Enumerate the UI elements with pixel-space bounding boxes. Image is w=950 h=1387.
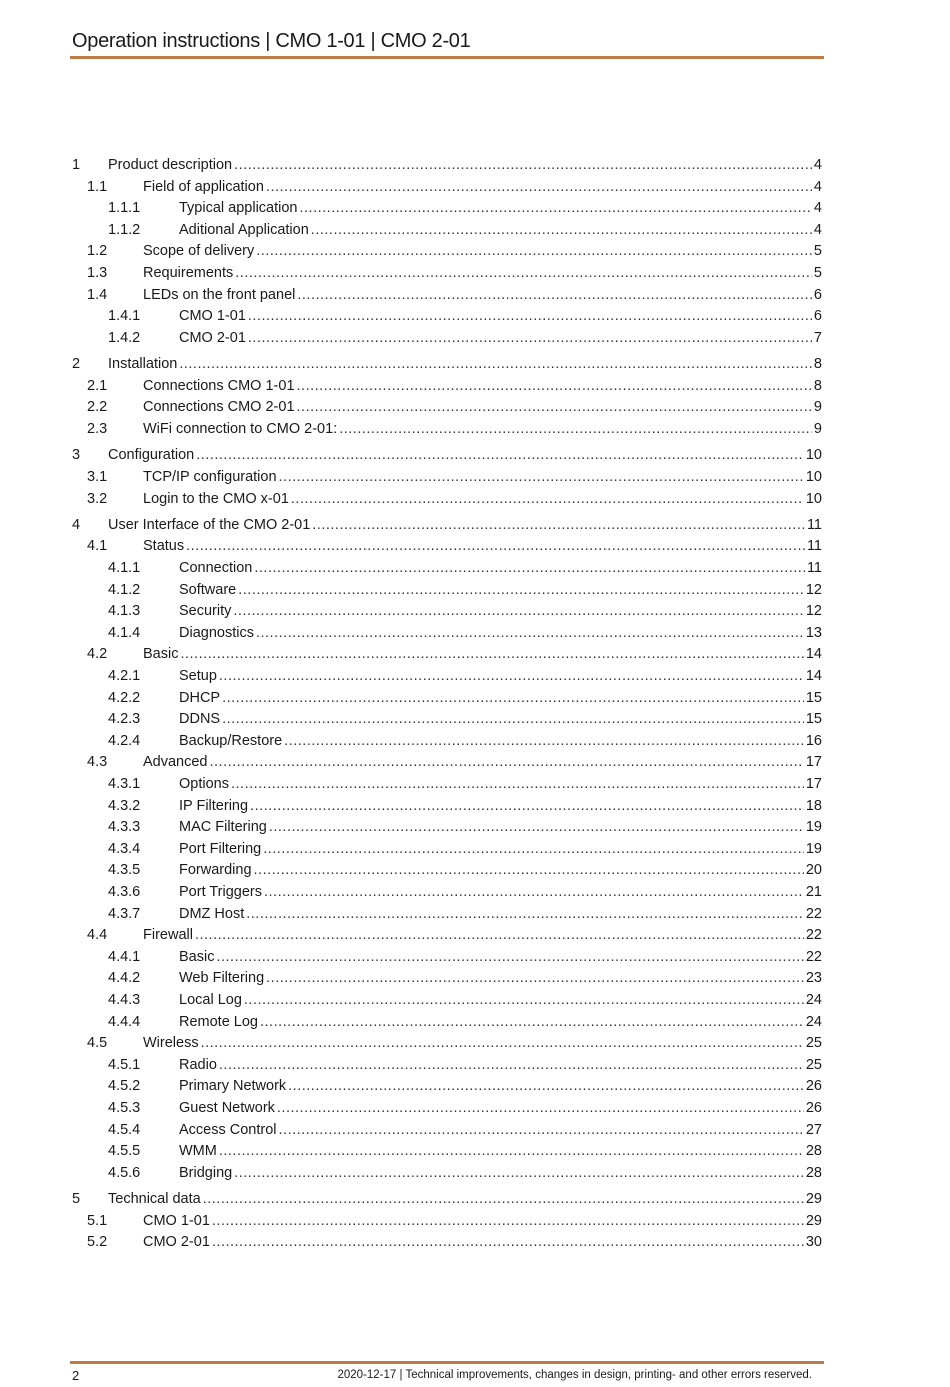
toc-entry-number: 1 — [72, 157, 81, 173]
toc-entry-title: Security — [179, 603, 232, 620]
toc-entry-number: 4.5.5 — [108, 1143, 141, 1160]
toc-entry-title: Backup/Restore — [179, 732, 283, 749]
toc-entry[interactable] — [72, 925, 822, 947]
toc-entry-page: 15 — [805, 711, 822, 728]
toc-entry-page: 25 — [805, 1056, 822, 1073]
toc-entry-number: 4.5 — [87, 1035, 108, 1052]
toc-entry-number: 4.5.1 — [108, 1056, 141, 1073]
toc-leader-dots — [254, 860, 804, 882]
toc-entry-page: 14 — [805, 646, 822, 663]
toc-entry-number: 4.1.1 — [108, 560, 141, 577]
toc-entry[interactable] — [72, 376, 822, 398]
toc-entry-title: Typical application — [179, 200, 298, 217]
footer-rule — [70, 1361, 824, 1364]
toc-entry-title: Radio — [179, 1056, 217, 1073]
toc-entry-title: Firewall — [143, 927, 193, 944]
toc-entry-page: 4 — [813, 157, 822, 173]
toc-entry-page: 12 — [805, 603, 822, 620]
toc-entry-title: Forwarding — [179, 862, 252, 879]
toc-entry-page: 28 — [805, 1143, 822, 1160]
toc-entry-number: 4.4 — [87, 927, 108, 944]
toc-entry[interactable] — [72, 177, 822, 199]
toc-entry-number: 4.4.4 — [108, 1013, 141, 1030]
toc-leader-dots — [201, 1033, 804, 1055]
toc-leader-dots — [297, 376, 812, 398]
toc-leader-dots — [266, 177, 812, 199]
toc-entry-title: Software — [179, 581, 237, 598]
toc-leader-dots — [180, 644, 803, 666]
toc-entry-page: 29 — [805, 1191, 822, 1208]
toc-entry-number: 5.2 — [87, 1234, 108, 1251]
toc-entry-title: Setup — [179, 668, 217, 685]
toc-leader-dots — [248, 328, 812, 350]
toc-leader-dots — [238, 580, 804, 602]
toc-entry-title: Connections CMO 1-01 — [143, 377, 295, 394]
toc-entry-title: Wireless — [143, 1035, 199, 1052]
toc-entry[interactable] — [72, 709, 822, 731]
toc-leader-dots — [288, 1076, 804, 1098]
toc-entry-page: 19 — [805, 819, 822, 836]
toc-entry[interactable] — [72, 644, 822, 666]
toc-leader-dots — [210, 752, 804, 774]
toc-entry[interactable] — [72, 990, 822, 1012]
toc-entry-page: 4 — [813, 200, 822, 217]
toc-entry-number: 4.4.2 — [108, 970, 141, 987]
toc-leader-dots — [216, 947, 803, 969]
toc-entry-title: User Interface of the CMO 2-01 — [108, 516, 311, 533]
toc-entry-number: 4.2.1 — [108, 668, 141, 685]
toc-entry-number: 1.2 — [87, 243, 108, 260]
toc-entry-title: Advanced — [143, 754, 208, 771]
toc-entry-number: 4.1.2 — [108, 581, 141, 598]
toc-leader-dots — [297, 285, 812, 307]
toc-entry-page: 23 — [805, 970, 822, 987]
toc-entry-title: Basic — [179, 948, 215, 965]
toc-entry-title: Configuration — [108, 447, 195, 464]
toc-leader-dots — [212, 1232, 804, 1254]
toc-entry-title: Diagnostics — [179, 624, 254, 641]
toc-entry-title: Connection — [179, 560, 253, 577]
toc-entry[interactable] — [72, 536, 822, 558]
toc-entry-number: 4.3.6 — [108, 883, 141, 900]
toc-entry[interactable] — [72, 155, 822, 177]
toc-leader-dots — [339, 419, 812, 441]
toc-leader-dots — [254, 558, 805, 580]
toc-entry-page: 6 — [813, 286, 822, 303]
toc-entry-page: 22 — [805, 927, 822, 944]
toc-leader-dots — [263, 839, 804, 861]
toc-leader-dots — [186, 536, 805, 558]
toc-entry[interactable] — [72, 731, 822, 753]
toc-entry[interactable] — [72, 354, 822, 376]
toc-entry-title: Requirements — [143, 264, 234, 281]
toc-leader-dots — [250, 796, 804, 818]
toc-entry-title: Local Log — [179, 991, 242, 1008]
toc-leader-dots — [219, 1141, 804, 1163]
toc-entry-number: 1.1.1 — [108, 200, 141, 217]
toc-leader-dots — [244, 990, 804, 1012]
toc-leader-dots — [256, 241, 812, 263]
toc-entry[interactable] — [72, 445, 822, 467]
toc-entry-number: 2.2 — [87, 399, 108, 416]
toc-entry-page: 6 — [813, 308, 822, 325]
toc-leader-dots — [284, 731, 804, 753]
toc-entry-title: Product description — [108, 157, 233, 173]
toc-entry-page: 5 — [813, 264, 822, 281]
toc-entry-title: CMO 2-01 — [179, 329, 246, 346]
toc-entry-title: Web Filtering — [179, 970, 265, 987]
toc-leader-dots — [219, 666, 804, 688]
toc-leader-dots — [222, 709, 804, 731]
toc-entry[interactable] — [72, 1098, 822, 1120]
toc-entry-page: 17 — [805, 754, 822, 771]
toc-entry-number: 4.5.6 — [108, 1164, 141, 1181]
toc-entry-number: 5.1 — [87, 1212, 108, 1229]
toc-entry-number: 3.2 — [87, 490, 108, 507]
toc-entry[interactable] — [72, 623, 822, 645]
toc-entry-title: DHCP — [179, 689, 221, 706]
toc-leader-dots — [264, 882, 804, 904]
toc-entry-page: 8 — [813, 356, 822, 373]
toc-entry[interactable] — [72, 328, 822, 350]
toc-entry[interactable] — [72, 263, 822, 285]
toc-leader-dots — [231, 774, 804, 796]
toc-entry[interactable] — [72, 241, 822, 263]
toc-leader-dots — [277, 1098, 804, 1120]
toc-entry-number: 1.4.1 — [108, 308, 141, 325]
toc-leader-dots — [311, 220, 812, 242]
toc-entry[interactable] — [72, 1211, 822, 1233]
toc-entry-page: 17 — [805, 776, 822, 793]
toc-entry[interactable] — [72, 220, 822, 242]
toc-entry-number: 4.3.4 — [108, 840, 141, 857]
toc-entry-title: Port Triggers — [179, 883, 262, 900]
toc-entry-title: Login to the CMO x-01 — [143, 490, 289, 507]
toc-leader-dots — [312, 515, 805, 537]
toc-entry-number: 1.4 — [87, 286, 108, 303]
toc-entry-title: Field of application — [143, 178, 264, 195]
toc-entry[interactable] — [72, 1232, 822, 1254]
toc-entry-title: Scope of delivery — [143, 243, 255, 260]
toc-entry[interactable] — [72, 688, 822, 710]
toc-entry-page: 4 — [813, 221, 822, 238]
toc-entry-title: CMO 2-01 — [143, 1234, 210, 1251]
table-of-contents — [72, 155, 822, 1254]
toc-leader-dots — [291, 489, 804, 511]
toc-leader-dots — [196, 445, 804, 467]
toc-leader-dots — [279, 1120, 804, 1142]
toc-entry-title: Options — [179, 776, 229, 793]
toc-entry[interactable] — [72, 947, 822, 969]
toc-entry-page: 25 — [805, 1035, 822, 1052]
toc-entry-number: 3 — [72, 447, 81, 464]
toc-entry[interactable] — [72, 467, 822, 489]
toc-entry-page: 10 — [805, 447, 822, 464]
toc-entry-title: WiFi connection to CMO 2-01: — [143, 420, 338, 437]
toc-entry-page: 13 — [805, 624, 822, 641]
toc-entry-title: Technical data — [108, 1191, 201, 1208]
toc-leader-dots — [300, 198, 812, 220]
toc-entry[interactable] — [72, 882, 822, 904]
toc-entry-page: 10 — [805, 468, 822, 485]
toc-entry-title: Access Control — [179, 1121, 277, 1138]
toc-entry-number: 4.5.2 — [108, 1078, 141, 1095]
toc-entry-number: 4.4.1 — [108, 948, 141, 965]
toc-entry-page: 28 — [805, 1164, 822, 1181]
toc-leader-dots — [234, 1163, 804, 1185]
toc-entry-page: 26 — [805, 1099, 822, 1116]
toc-entry-title: Installation — [108, 356, 178, 373]
toc-entry[interactable] — [72, 860, 822, 882]
toc-entry-number: 4.3 — [87, 754, 108, 771]
toc-entry-number: 4.3.1 — [108, 776, 141, 793]
toc-entry-title: MAC Filtering — [179, 819, 267, 836]
toc-entry-number: 4.1.4 — [108, 624, 141, 641]
toc-entry-title: TCP/IP configuration — [143, 468, 277, 485]
toc-entry[interactable] — [72, 904, 822, 926]
toc-entry[interactable] — [72, 285, 822, 307]
toc-entry-page: 9 — [813, 420, 822, 437]
toc-entry[interactable] — [72, 1120, 822, 1142]
toc-entry-number: 4.3.7 — [108, 905, 141, 922]
toc-leader-dots — [222, 688, 804, 710]
toc-entry-number: 4.1.3 — [108, 603, 141, 620]
toc-entry-page: 24 — [805, 991, 822, 1008]
toc-leader-dots — [248, 306, 812, 328]
toc-leader-dots — [195, 925, 804, 947]
toc-entry[interactable] — [72, 1189, 822, 1211]
toc-entry-page: 4 — [813, 178, 822, 195]
toc-leader-dots — [235, 263, 812, 285]
toc-entry-page: 11 — [806, 516, 822, 533]
toc-entry[interactable] — [72, 752, 822, 774]
toc-entry[interactable] — [72, 419, 822, 441]
toc-entry-number: 4.5.3 — [108, 1099, 141, 1116]
toc-entry-title: DDNS — [179, 711, 221, 728]
toc-entry-page: 21 — [805, 883, 822, 900]
toc-entry-number: 4.2 — [87, 646, 108, 663]
toc-entry-page: 20 — [805, 862, 822, 879]
toc-entry[interactable] — [72, 1141, 822, 1163]
toc-entry-page: 24 — [805, 1013, 822, 1030]
toc-entry-number: 4.3.5 — [108, 862, 141, 879]
toc-entry[interactable] — [72, 796, 822, 818]
toc-entry-number: 4.5.4 — [108, 1121, 141, 1138]
toc-entry-number: 1.3 — [87, 264, 108, 281]
footer-page-number: 2 — [72, 1368, 80, 1383]
toc-entry-title: Connections CMO 2-01 — [143, 399, 295, 416]
toc-entry-number: 4.2.3 — [108, 711, 141, 728]
toc-entry[interactable] — [72, 198, 822, 220]
toc-entry[interactable] — [72, 601, 822, 623]
toc-leader-dots — [203, 1189, 804, 1211]
toc-entry-title: Basic — [143, 646, 179, 663]
toc-entry-page: 18 — [805, 797, 822, 814]
toc-entry[interactable] — [72, 1033, 822, 1055]
toc-entry-page: 27 — [805, 1121, 822, 1138]
toc-entry[interactable] — [72, 1055, 822, 1077]
toc-leader-dots — [256, 623, 804, 645]
toc-entry-number: 2 — [72, 356, 81, 373]
toc-entry-title: IP Filtering — [179, 797, 249, 814]
toc-entry-number: 2.3 — [87, 420, 108, 437]
toc-leader-dots — [260, 1012, 804, 1034]
toc-leader-dots — [234, 155, 812, 177]
toc-entry-page: 10 — [805, 490, 822, 507]
toc-entry-number: 4.3.2 — [108, 797, 141, 814]
toc-entry-number: 1.1.2 — [108, 221, 141, 238]
toc-entry-number: 4.4.3 — [108, 991, 141, 1008]
toc-leader-dots — [233, 601, 803, 623]
toc-entry[interactable] — [72, 558, 822, 580]
toc-leader-dots — [246, 904, 804, 926]
toc-leader-dots — [297, 397, 812, 419]
page-header-title: Operation instructions | CMO 1-01 | CMO 2-01 — [72, 30, 471, 52]
toc-entry[interactable] — [72, 666, 822, 688]
toc-leader-dots — [212, 1211, 804, 1233]
footer-notice: 2020-12-17 | Technical improvements, changes in design, printing- and other errors reserved. — [337, 1369, 812, 1381]
toc-entry-title: Remote Log — [179, 1013, 258, 1030]
toc-entry[interactable] — [72, 1163, 822, 1185]
toc-leader-dots — [269, 817, 804, 839]
toc-entry-page: 8 — [813, 377, 822, 394]
toc-entry-page: 29 — [805, 1212, 822, 1229]
toc-entry-page: 19 — [805, 840, 822, 857]
toc-entry[interactable] — [72, 515, 822, 537]
toc-leader-dots — [266, 968, 804, 990]
toc-entry[interactable] — [72, 1012, 822, 1034]
toc-entry[interactable] — [72, 968, 822, 990]
toc-entry-page: 15 — [805, 689, 822, 706]
toc-entry-page: 11 — [806, 538, 822, 555]
toc-entry-number: 4.1 — [87, 538, 108, 555]
toc-entry-page: 5 — [813, 243, 822, 260]
toc-entry-page: 22 — [805, 905, 822, 922]
toc-entry-title: DMZ Host — [179, 905, 245, 922]
toc-entry[interactable] — [72, 580, 822, 602]
toc-leader-dots — [279, 467, 804, 489]
toc-entry-page: 16 — [805, 732, 822, 749]
toc-entry-title: Port Filtering — [179, 840, 262, 857]
toc-entry-page: 7 — [813, 329, 822, 346]
toc-entry-number: 1.4.2 — [108, 329, 141, 346]
toc-entry[interactable] — [72, 397, 822, 419]
toc-entry-title: Status — [143, 538, 185, 555]
header-rule — [70, 56, 824, 59]
toc-entry[interactable] — [72, 489, 822, 511]
toc-entry-title: CMO 1-01 — [143, 1212, 210, 1229]
toc-entry-page: 12 — [805, 581, 822, 598]
toc-entry-number: 4.3.3 — [108, 819, 141, 836]
toc-entry-page: 26 — [805, 1078, 822, 1095]
toc-entry-page: 9 — [813, 399, 822, 416]
toc-entry[interactable] — [72, 306, 822, 328]
toc-entry-number: 1.1 — [87, 178, 108, 195]
toc-entry-title: CMO 1-01 — [179, 308, 246, 325]
toc-entry[interactable] — [72, 839, 822, 861]
toc-entry-number: 4 — [72, 516, 81, 533]
toc-entry-number: 2.1 — [87, 377, 108, 394]
toc-entry-page: 11 — [806, 560, 822, 577]
toc-entry-title: Bridging — [179, 1164, 233, 1181]
toc-entry-page: 14 — [805, 668, 822, 685]
toc-entry-number: 3.1 — [87, 468, 108, 485]
toc-entry-number: 4.2.2 — [108, 689, 141, 706]
toc-entry-title: WMM — [179, 1143, 217, 1160]
toc-leader-dots — [219, 1055, 804, 1077]
toc-entry[interactable] — [72, 774, 822, 796]
toc-entry-page: 30 — [805, 1234, 822, 1251]
toc-leader-dots — [179, 354, 812, 376]
toc-entry-page: 22 — [805, 948, 822, 965]
toc-entry-title: Guest Network — [179, 1099, 275, 1116]
toc-entry-number: 5 — [72, 1191, 81, 1208]
toc-entry[interactable] — [72, 817, 822, 839]
toc-entry[interactable] — [72, 1076, 822, 1098]
toc-entry-title: LEDs on the front panel — [143, 286, 296, 303]
toc-entry-number: 4.2.4 — [108, 732, 141, 749]
toc-entry-title: Aditional Application — [179, 221, 309, 238]
toc-entry-title: Primary Network — [179, 1078, 287, 1095]
